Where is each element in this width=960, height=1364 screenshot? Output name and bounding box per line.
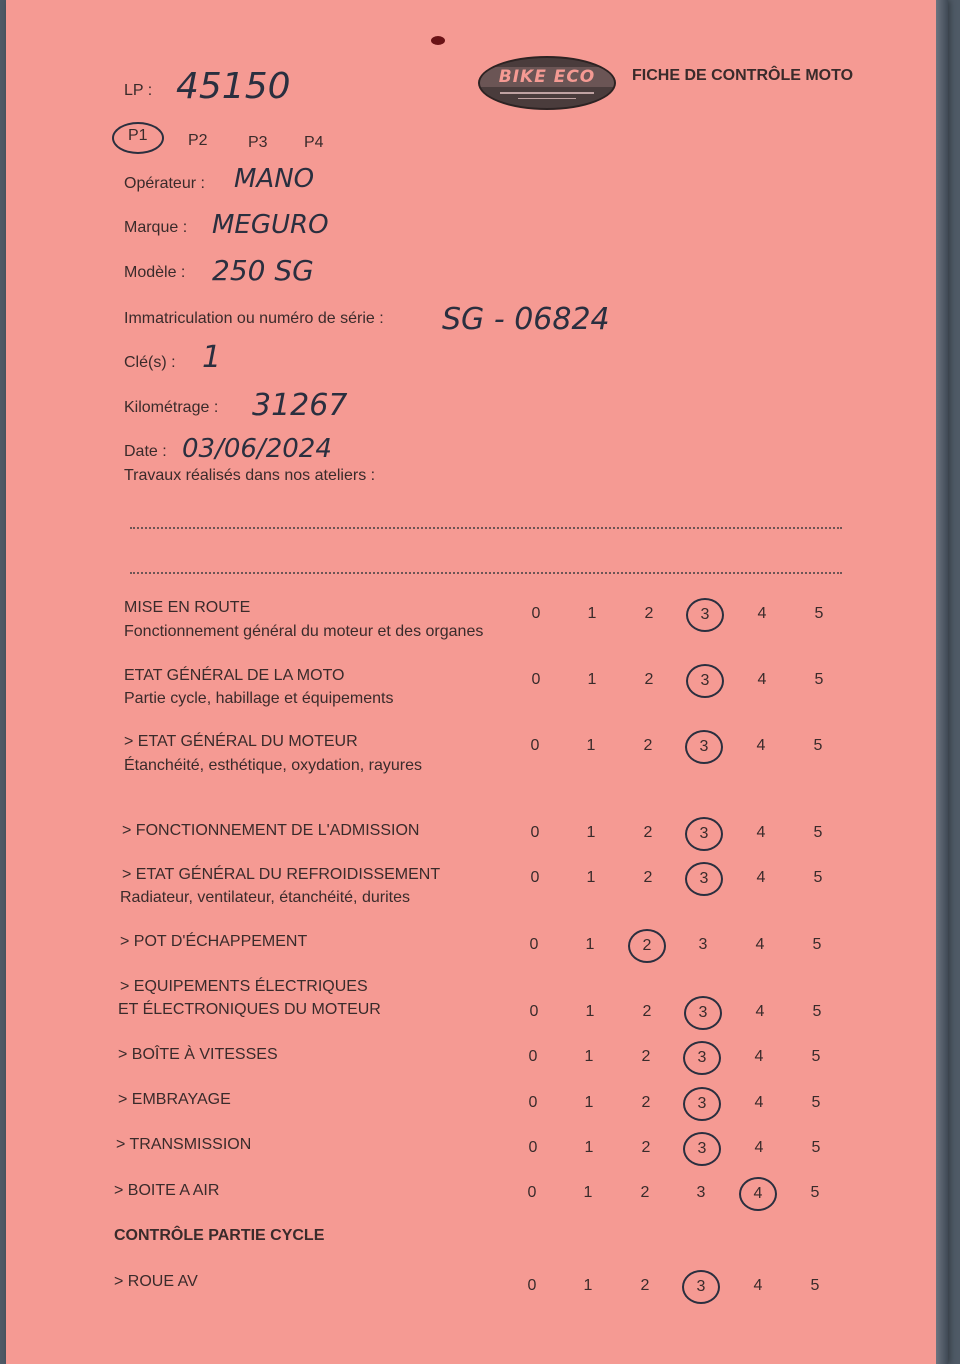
row-title-embrayage: > EMBRAYAGE bbox=[118, 1091, 231, 1108]
dotted-line-1 bbox=[130, 527, 842, 529]
score-option-0: 0 bbox=[531, 671, 541, 688]
score-option-3: 3 bbox=[685, 862, 723, 896]
cles-value: 1 bbox=[202, 340, 222, 375]
score-option-5: 5 bbox=[813, 737, 823, 754]
score-option-5: 5 bbox=[814, 671, 824, 688]
marque-label: Marque : bbox=[124, 219, 188, 236]
score-option-1: 1 bbox=[583, 1277, 593, 1294]
row-sub-equipements: ET ÉLECTRONIQUES DU MOTEUR bbox=[118, 1001, 381, 1018]
score-option-1: 1 bbox=[586, 737, 596, 754]
ink-blot bbox=[431, 36, 445, 45]
score-option-2: 2 bbox=[641, 1139, 651, 1156]
row-sub-mise-en-route: Fonctionnement général du moteur et des organes bbox=[124, 623, 484, 640]
travaux-label: Travaux réalisés dans nos ateliers : bbox=[124, 467, 376, 484]
immatriculation-value: SG - 06824 bbox=[442, 302, 610, 337]
score-option-0: 0 bbox=[528, 1139, 538, 1156]
bike-eco-logo bbox=[478, 56, 616, 110]
score-option-5: 5 bbox=[812, 1003, 822, 1020]
score-option-3: 3 bbox=[696, 1184, 706, 1201]
row-title-etat-moteur: > ETAT GÉNÉRAL DU MOTEUR bbox=[124, 733, 358, 750]
score-option-0: 0 bbox=[528, 1048, 538, 1065]
score-option-4: 4 bbox=[756, 737, 766, 754]
score-option-2: 2 bbox=[643, 737, 653, 754]
score-option-0: 0 bbox=[529, 1003, 539, 1020]
score-option-1: 1 bbox=[584, 1094, 594, 1111]
row-sub-etat-moteur: Étanchéité, esthétique, oxydation, rayures bbox=[124, 757, 422, 774]
sheet-edge-shadow bbox=[936, 0, 948, 1364]
row-title-etat-moto: ETAT GÉNÉRAL DE LA MOTO bbox=[124, 667, 345, 684]
form-sheet bbox=[6, 0, 948, 1364]
option-p3: P3 bbox=[248, 134, 268, 151]
score-option-3: 3 bbox=[682, 1270, 720, 1304]
row-title-transmission: > TRANSMISSION bbox=[116, 1136, 252, 1153]
option-p2: P2 bbox=[188, 132, 208, 149]
score-option-3: 3 bbox=[683, 1087, 721, 1121]
score-option-2: 2 bbox=[643, 869, 653, 886]
lp-label: LP : bbox=[124, 82, 153, 99]
score-option-5: 5 bbox=[811, 1048, 821, 1065]
form-title: FICHE DE CONTRÔLE MOTO bbox=[632, 67, 854, 84]
score-option-3: 3 bbox=[683, 1041, 721, 1075]
modele-value: 250 SG bbox=[212, 254, 314, 287]
score-option-0: 0 bbox=[530, 824, 540, 841]
row-sub-etat-moto: Partie cycle, habillage et équipements bbox=[124, 690, 394, 707]
score-option-5: 5 bbox=[812, 936, 822, 953]
operateur-value: MANO bbox=[234, 164, 315, 194]
row-title-echappement: > POT D'ÉCHAPPEMENT bbox=[120, 933, 308, 950]
score-option-4: 4 bbox=[756, 869, 766, 886]
score-option-4: 4 bbox=[739, 1177, 777, 1211]
score-option-3: 3 bbox=[698, 936, 708, 953]
score-option-5: 5 bbox=[814, 605, 824, 622]
score-option-5: 5 bbox=[811, 1094, 821, 1111]
logo-text: BIKE ECO bbox=[480, 67, 614, 87]
score-option-5: 5 bbox=[810, 1184, 820, 1201]
score-option-1: 1 bbox=[583, 1184, 593, 1201]
lp-value: 45150 bbox=[176, 66, 291, 107]
score-option-5: 5 bbox=[811, 1139, 821, 1156]
score-option-1: 1 bbox=[586, 824, 596, 841]
score-option-1: 1 bbox=[587, 671, 597, 688]
score-option-0: 0 bbox=[527, 1277, 537, 1294]
score-option-2: 2 bbox=[642, 1003, 652, 1020]
option-p4: P4 bbox=[304, 134, 324, 151]
score-option-3: 3 bbox=[685, 730, 723, 764]
score-option-4: 4 bbox=[756, 824, 766, 841]
score-option-2: 2 bbox=[640, 1184, 650, 1201]
score-option-5: 5 bbox=[813, 869, 823, 886]
score-option-3: 3 bbox=[684, 996, 722, 1030]
modele-label: Modèle : bbox=[124, 264, 186, 281]
row-title-boite-vitesses: > BOÎTE À VITESSES bbox=[118, 1046, 278, 1063]
score-option-2: 2 bbox=[640, 1277, 650, 1294]
score-option-3: 3 bbox=[686, 664, 724, 698]
score-option-0: 0 bbox=[531, 605, 541, 622]
kilometrage-label: Kilométrage : bbox=[124, 399, 219, 416]
score-option-0: 0 bbox=[529, 936, 539, 953]
immatriculation-label: Immatriculation ou numéro de série : bbox=[124, 310, 384, 327]
score-option-4: 4 bbox=[755, 1003, 765, 1020]
score-option-4: 4 bbox=[754, 1094, 764, 1111]
row-title-admission: > FONCTIONNEMENT DE L'ADMISSION bbox=[122, 822, 420, 839]
score-option-5: 5 bbox=[813, 824, 823, 841]
score-option-2: 2 bbox=[644, 605, 654, 622]
score-option-1: 1 bbox=[584, 1048, 594, 1065]
score-option-5: 5 bbox=[810, 1277, 820, 1294]
score-option-0: 0 bbox=[527, 1184, 537, 1201]
score-option-1: 1 bbox=[586, 869, 596, 886]
score-option-4: 4 bbox=[757, 671, 767, 688]
score-option-1: 1 bbox=[585, 936, 595, 953]
score-option-1: 1 bbox=[585, 1003, 595, 1020]
score-option-0: 0 bbox=[530, 869, 540, 886]
score-option-4: 4 bbox=[755, 936, 765, 953]
row-title-equipements: > EQUIPEMENTS ÉLECTRIQUES bbox=[120, 978, 368, 995]
score-option-4: 4 bbox=[757, 605, 767, 622]
dotted-line-2 bbox=[130, 572, 842, 574]
score-option-2: 2 bbox=[641, 1094, 651, 1111]
score-option-0: 0 bbox=[528, 1094, 538, 1111]
row-title-refroidissement: > ETAT GÉNÉRAL DU REFROIDISSEMENT bbox=[122, 866, 441, 883]
score-option-3: 3 bbox=[685, 817, 723, 851]
score-option-2: 2 bbox=[644, 671, 654, 688]
row-sub-refroidissement: Radiateur, ventilateur, étanchéité, durites bbox=[120, 889, 410, 906]
date-label: Date : bbox=[124, 443, 167, 460]
score-option-4: 4 bbox=[754, 1139, 764, 1156]
option-p1: P1 bbox=[128, 127, 148, 144]
row-title-boite-air: > BOITE A AIR bbox=[114, 1182, 220, 1199]
kilometrage-value: 31267 bbox=[252, 388, 348, 423]
row-title-roue-av: > ROUE AV bbox=[114, 1273, 198, 1290]
operateur-label: Opérateur : bbox=[124, 175, 205, 192]
score-option-4: 4 bbox=[753, 1277, 763, 1294]
score-option-3: 3 bbox=[683, 1132, 721, 1166]
score-option-3: 3 bbox=[686, 598, 724, 632]
score-option-0: 0 bbox=[530, 737, 540, 754]
cles-label: Clé(s) : bbox=[124, 354, 176, 371]
score-option-2: 2 bbox=[643, 824, 653, 841]
section-heading-partie-cycle: CONTRÔLE PARTIE CYCLE bbox=[114, 1227, 325, 1244]
score-option-1: 1 bbox=[587, 605, 597, 622]
row-title-mise-en-route: MISE EN ROUTE bbox=[124, 599, 251, 616]
score-option-2: 2 bbox=[641, 1048, 651, 1065]
score-option-2: 2 bbox=[628, 929, 666, 963]
score-option-4: 4 bbox=[754, 1048, 764, 1065]
date-value: 03/06/2024 bbox=[182, 434, 332, 464]
score-option-1: 1 bbox=[584, 1139, 594, 1156]
marque-value: MEGURO bbox=[212, 210, 329, 240]
